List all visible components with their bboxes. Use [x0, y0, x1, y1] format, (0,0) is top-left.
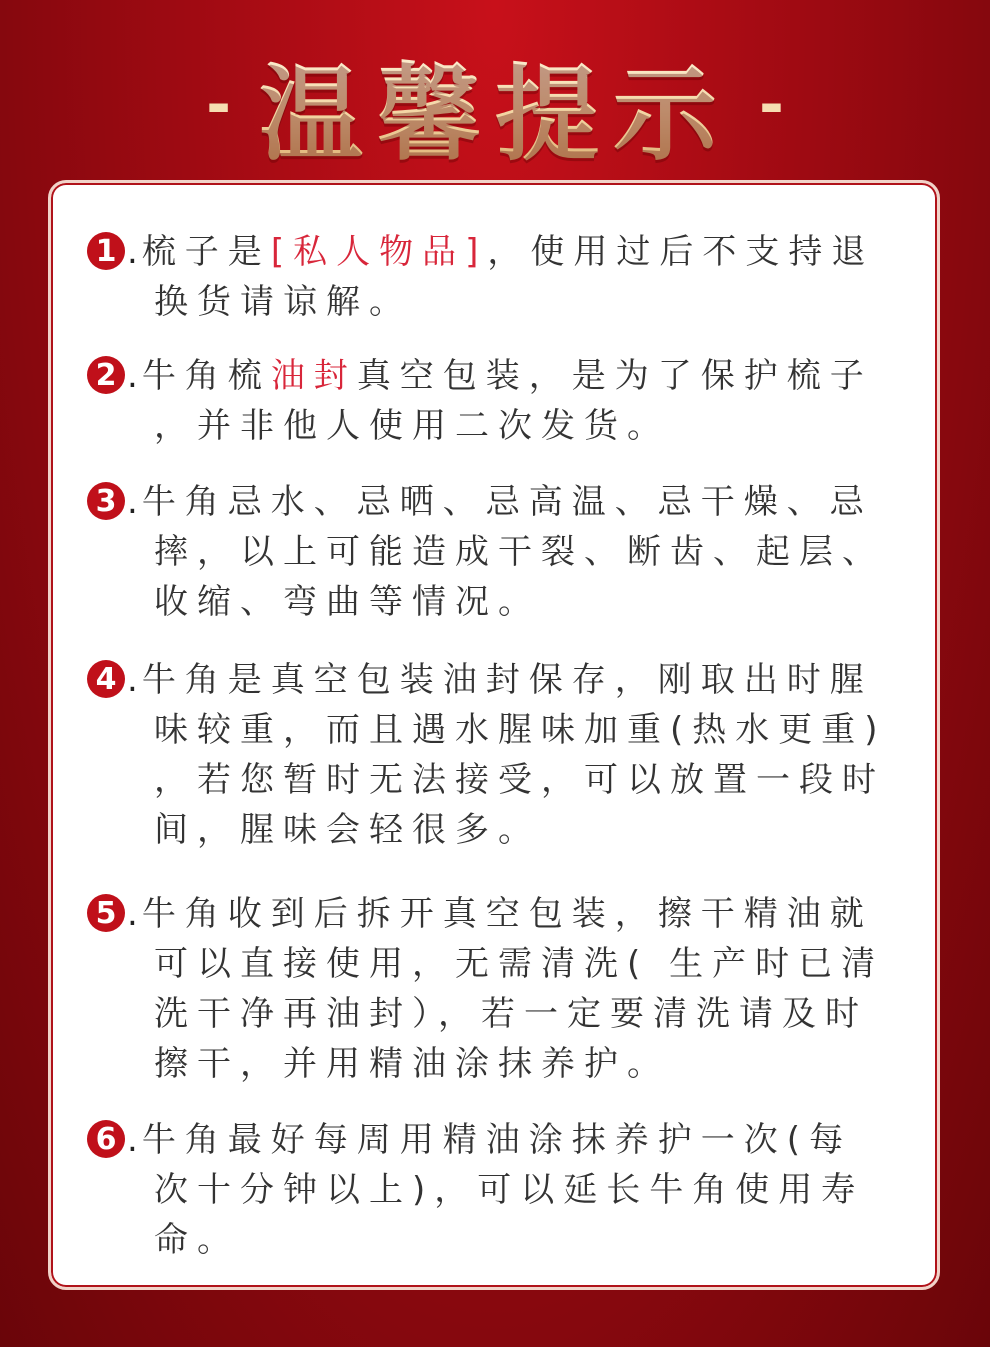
title-dash-left: - — [206, 70, 231, 140]
line-text: 牛角收到后拆开真空包装，擦干精油就 — [141, 894, 873, 934]
number-badge: 5 — [87, 894, 125, 932]
notice-line: 6 .牛角最好每周用精油涂抹养护一次(每 — [87, 1115, 907, 1165]
notice-line: ，并非他人使用二次发货。 — [154, 406, 670, 446]
line-text: 牛角梳 — [141, 356, 271, 396]
highlight-text: 油封 — [270, 356, 357, 396]
line-text: 真空包装，是为了保护梳子 — [356, 356, 873, 396]
notice-line: 2 .牛角梳油封真空包装，是为了保护梳子 — [87, 351, 907, 401]
notice-line: 间，腥味会轻很多。 — [154, 810, 541, 850]
number-badge: 2 — [87, 356, 125, 394]
notice-item-5 — [87, 889, 907, 1089]
notice-line: 5 .牛角收到后拆开真空包装，擦干精油就 — [87, 889, 907, 939]
notice-line: 4 .牛角是真空包装油封保存，刚取出时腥 — [87, 655, 907, 705]
notice-item-3 — [87, 477, 907, 627]
notice-line: 可以直接使用，无需清洗( 生产时已清 — [154, 944, 885, 984]
notice-line: 收缩、弯曲等情况。 — [154, 582, 541, 622]
notice-card — [48, 180, 940, 1290]
notice-line: 次十分钟以上)，可以延长牛角使用寿 — [154, 1170, 865, 1210]
notice-item-4 — [87, 655, 907, 855]
number-badge: 4 — [87, 660, 125, 698]
notice-line: 味较重，而且遇水腥味加重(热水更重) — [154, 710, 887, 750]
highlight-text: [私人物品] — [270, 232, 488, 272]
notice-line: ，若您暂时无法接受，可以放置一段时 — [154, 760, 885, 800]
notice-line: 摔，以上可能造成干裂、断齿、起层、 — [154, 532, 885, 572]
title-text: 温馨提示 — [259, 30, 731, 180]
line-text: 牛角最好每周用精油涂抹养护一次(每 — [141, 1120, 853, 1160]
line-text: 牛角是真空包装油封保存，刚取出时腥 — [141, 660, 873, 700]
number-badge: 6 — [87, 1120, 125, 1158]
number-badge: 1 — [87, 232, 125, 270]
notice-line: 1 .梳子是[私人物品]，使用过后不支持退 — [87, 227, 907, 277]
title-dash-right: - — [759, 70, 784, 140]
line-text: 牛角忌水、忌晒、忌高温、忌干燥、忌 — [141, 482, 873, 522]
page-title — [0, 30, 990, 180]
line-text: 梳子是 — [141, 232, 271, 272]
notice-item-6 — [87, 1115, 907, 1265]
notice-line: 擦干，并用精油涂抹养护。 — [154, 1044, 670, 1084]
notice-line: 换货请谅解。 — [154, 282, 412, 322]
notice-line: 命。 — [154, 1220, 240, 1260]
notice-item-2 — [87, 351, 907, 451]
notice-line: 洗干净再油封），若一定要清洗请及时 — [154, 994, 868, 1034]
number-badge: 3 — [87, 482, 125, 520]
notice-item-1 — [87, 227, 907, 327]
notice-line: 3 .牛角忌水、忌晒、忌高温、忌干燥、忌 — [87, 477, 907, 527]
line-text: ，使用过后不支持退 — [487, 232, 875, 272]
